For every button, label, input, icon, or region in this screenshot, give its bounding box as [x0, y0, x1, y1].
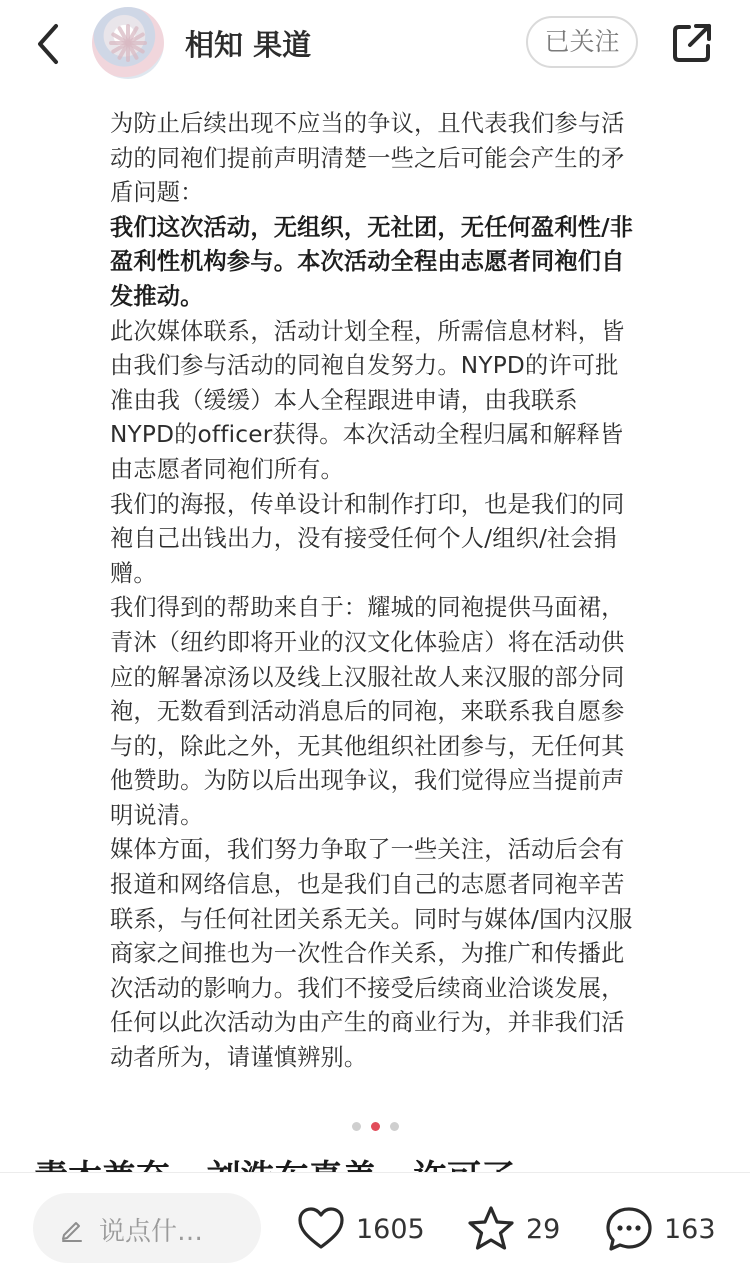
post-paragraph: 我们的海报，传单设计和制作打印，也是我们的同袍自己出钱出力，没有接受任何个人/组织/社会捐赠。 — [110, 490, 625, 587]
back-arrow-icon[interactable] — [30, 22, 70, 66]
like-count: 1605 — [356, 1213, 425, 1245]
carousel-dot-active[interactable] — [371, 1122, 380, 1131]
bottom-action-bar — [0, 1172, 750, 1280]
comment-input[interactable] — [33, 1193, 261, 1263]
post-paragraph: 我们得到的帮助来自于：耀城的同袍提供马面裙，青沐（纽约即将开业的汉文化体验店）将在活动供应的解暑凉汤以及线上汉服社故人来汉服的部分同袍，无数看到活动消息后的同袍，来联系我自愿参与的，除此之外，无其他组织社团参与，无任何其他赞助。为防以后出现争议，我们觉得应当提前声明说清。 — [110, 594, 625, 829]
heart-icon — [296, 1204, 346, 1254]
post-paragraph: 为防止后续出现不应当的争议，且代表我们参与活动的同袍们提前声明清楚一些之后可能会产生的矛盾问题： — [110, 110, 625, 207]
carousel-dot[interactable] — [390, 1122, 399, 1131]
author-name[interactable]: 相知 果道 — [185, 28, 312, 62]
share-icon[interactable] — [671, 22, 713, 64]
comment-placeholder: 说点什… — [99, 1217, 204, 1247]
post-paragraph: 媒体方面，我们努力争取了一些关注，活动后会有报道和网络信息，也是我们自己的志愿者同袍辛苦联系，与任何社团关系无关。同时与媒体/国内汉服商家之间推也为一次性合作关系，为推广和传播此次活动的影响力。我们不接受后续商业洽谈发展，任何以此次活动为由产生的商业行为，并非我们活动者所为，请谨慎辨别。 — [110, 836, 633, 1072]
comment-count: 163 — [664, 1213, 716, 1245]
pencil-icon — [59, 1216, 85, 1242]
carousel-dot[interactable] — [352, 1122, 361, 1131]
star-button[interactable] — [466, 1201, 560, 1257]
avatar[interactable] — [92, 7, 164, 79]
post-paragraph: 此次媒体联系，活动计划全程，所需信息材料，皆由我们参与活动的同袍自发努力。NYPD的许可批准由我（缓缓）本人全程跟进申请，由我联系NYPD的officer获得。本次活动全程归属和解释皆由志愿者同袍们所有。 — [110, 317, 625, 483]
top-navigation-bar — [0, 0, 750, 88]
follow-button[interactable]: 已关注 — [526, 16, 638, 68]
like-button[interactable] — [296, 1201, 425, 1257]
carousel-indicator — [0, 1116, 750, 1135]
post-body — [110, 107, 635, 1076]
post-paragraph-bold: 我们这次活动，无组织，无社团，无任何盈利性/非盈利性机构参与。本次活动全程由志愿者同袍们自发推动。 — [110, 213, 634, 310]
star-count: 29 — [526, 1213, 561, 1245]
star-icon — [466, 1204, 516, 1254]
comment-bubble-icon — [604, 1204, 654, 1254]
next-post-title — [34, 1154, 724, 1172]
comment-button[interactable] — [604, 1201, 716, 1257]
